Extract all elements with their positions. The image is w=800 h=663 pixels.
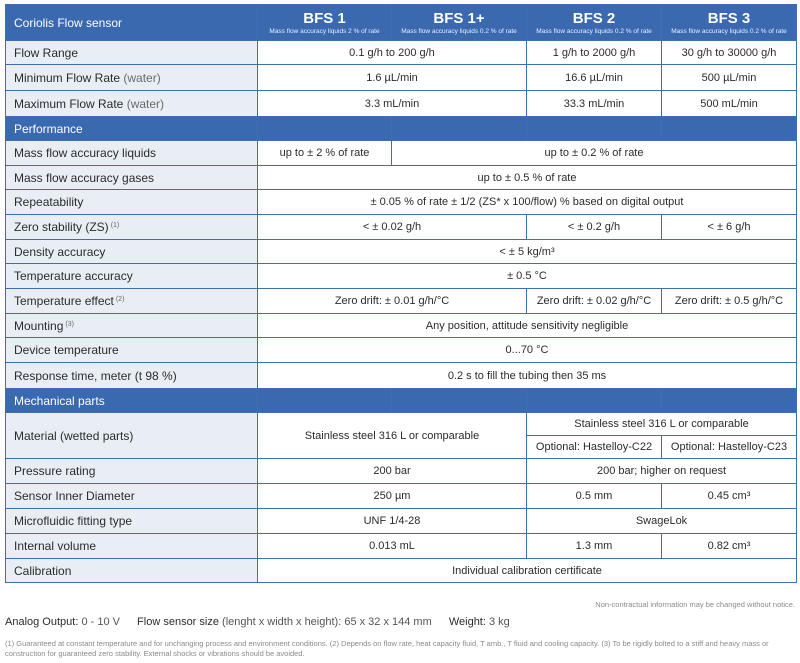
cell-value: Zero drift: ± 0.5 g/h/°C — [662, 289, 797, 314]
row-label: Density accuracy — [6, 240, 258, 264]
table-row — [6, 534, 797, 559]
model-bfs1 — [258, 5, 392, 41]
analog-label: Analog Output: — [5, 616, 79, 628]
cell-value: 0.2 s to fill the tubing then 35 ms — [258, 363, 797, 389]
cell-value: 500 µL/min — [662, 65, 797, 91]
row-label: Sensor Inner Diameter — [6, 484, 258, 509]
cell-value: 200 bar — [258, 459, 527, 484]
disclaimer: Non-contractual information may be changed without notice. — [595, 600, 795, 609]
cell-value: 16.6 µL/min — [527, 65, 662, 91]
cell-value: 0...70 °C — [258, 338, 797, 363]
table-row — [6, 338, 797, 363]
weight-value: 3 kg — [488, 616, 510, 628]
cell-value: < ± 5 kg/m³ — [258, 240, 797, 264]
size-label: Flow sensor size — [137, 616, 219, 628]
section-title: Performance — [6, 117, 258, 141]
cell-value: UNF 1/4-28 — [258, 509, 527, 534]
cell-value: 30 g/h to 30000 g/h — [662, 41, 797, 65]
footnotes: (1) Guaranteed at constant temperature and for unchanging process and environment conditions. (2) Depends on flow rate, heat capacity fluid, T amb., T fluid and cooling capacity. (3) To be rigidly bolted to a stiff and heavy mass or construction for guaranteed zero stability. External shocks or vibrations should be avoided. — [5, 639, 769, 658]
model-name: BFS 3 — [707, 9, 751, 27]
table-row — [6, 264, 797, 289]
cell-value: Optional: Hastelloy-C22 — [527, 436, 662, 459]
section-title: Mechanical parts — [6, 389, 258, 413]
table-row — [6, 65, 797, 91]
model-bfs3 — [662, 5, 797, 41]
cell-value: 1.3 mm — [527, 534, 662, 559]
cell-value: Stainless steel 316 L or comparable — [527, 413, 797, 436]
table-row — [6, 141, 797, 166]
specs-summary — [5, 616, 524, 628]
cell-value: ± 0.05 % of rate ± 1/2 (ZS* x 100/flow) % based on digital output — [258, 190, 797, 215]
row-label: Mounting $^{(3)}$ — [6, 314, 258, 338]
row-label: Maximum Flow Rate (water) — [6, 91, 258, 117]
cell-value: < ± 0.2 g/h — [527, 215, 662, 240]
weight-label: Weight: — [448, 616, 486, 628]
cell-value: up to ± 0.5 % of rate — [258, 166, 797, 190]
cell-value: 0.5 mm — [527, 484, 662, 509]
row-label: Pressure rating — [6, 459, 258, 484]
cell-value: Optional: Hastelloy-C23 — [662, 436, 797, 459]
model-bfs1plus — [392, 5, 527, 41]
row-label: Mass flow accuracy gases — [6, 166, 258, 190]
cell-value: 0.1 g/h to 200 g/h — [258, 41, 527, 65]
table-row — [6, 413, 797, 436]
row-label: Calibration — [6, 559, 258, 583]
spec-table — [5, 4, 797, 583]
row-label: Internal volume — [6, 534, 258, 559]
table-row — [6, 41, 797, 65]
model-subtitle: Mass flow accuracy liquids 0.2 % of rate — [401, 27, 517, 35]
table-row — [6, 166, 797, 190]
cell-value: 0.45 cm³ — [662, 484, 797, 509]
cell-value: 3.3 mL/min — [258, 91, 527, 117]
cell-value: 1 g/h to 2000 g/h — [527, 41, 662, 65]
table-row — [6, 484, 797, 509]
size-value: 65 x 32 x 144 mm — [344, 616, 432, 628]
row-label: Repeatability — [6, 190, 258, 215]
table-row — [6, 459, 797, 484]
table-row — [6, 314, 797, 338]
cell-value: Individual calibration certificate — [258, 559, 797, 583]
cell-value: 200 bar; higher on request — [527, 459, 797, 484]
model-name: BFS 1+ — [433, 9, 485, 27]
cell-value: Any position, attitude sensitivity negligible — [258, 314, 797, 338]
row-label: Device temperature — [6, 338, 258, 363]
section-mechanical — [6, 389, 797, 413]
model-bfs2 — [527, 5, 662, 41]
row-label: Temperature effect $^{(2)}$ — [6, 289, 258, 314]
cell-value: 1.6 µL/min — [258, 65, 527, 91]
cell-value: up to ± 0.2 % of rate — [392, 141, 797, 166]
model-name: BFS 2 — [572, 9, 616, 27]
row-label: Flow Range — [6, 41, 258, 65]
table-row — [6, 240, 797, 264]
analog-value: 0 - 10 V — [81, 616, 120, 628]
cell-value: 500 mL/min — [662, 91, 797, 117]
cell-value: 0.82 cm³ — [662, 534, 797, 559]
cell-value: Zero drift: ± 0.01 g/h/°C — [258, 289, 527, 314]
cell-value: 33.3 mL/min — [527, 91, 662, 117]
section-performance — [6, 117, 797, 141]
table-row — [6, 215, 797, 240]
cell-value: < ± 0.02 g/h — [258, 215, 527, 240]
row-label: Minimum Flow Rate (water) — [6, 65, 258, 91]
cell-value: SwageLok — [527, 509, 797, 534]
cell-value: up to ± 2 % of rate — [258, 141, 392, 166]
table-row — [6, 91, 797, 117]
row-label: Material (wetted parts) — [6, 413, 258, 459]
row-label: Mass flow accuracy liquids — [6, 141, 258, 166]
model-name: BFS 1 — [303, 9, 346, 27]
model-subtitle: Mass flow accuracy liquids 0.2 % of rate — [536, 27, 652, 35]
row-label: Zero stability (ZS) $^{(1)}$ — [6, 215, 258, 240]
table-row — [6, 190, 797, 215]
model-subtitle: Mass flow accuracy liquids 2 % of rate — [269, 27, 380, 35]
table-row — [6, 289, 797, 314]
cell-value: Zero drift: ± 0.02 g/h/°C — [527, 289, 662, 314]
header-row — [6, 5, 797, 41]
row-label: Microfluidic fitting type — [6, 509, 258, 534]
table-row — [6, 509, 797, 534]
cell-value: 250 µm — [258, 484, 527, 509]
row-label: Response time, meter (t 98 %) — [6, 363, 258, 389]
table-row — [6, 363, 797, 389]
row-label: Temperature accuracy — [6, 264, 258, 289]
size-hint: (lenght x width x height): — [222, 616, 342, 628]
cell-value: 0.013 mL — [258, 534, 527, 559]
table-title: Coriolis Flow sensor — [6, 5, 258, 41]
cell-value: Stainless steel 316 L or comparable — [258, 413, 527, 459]
cell-value: < ± 6 g/h — [662, 215, 797, 240]
model-subtitle: Mass flow accuracy liquids 0.2 % of rate — [671, 27, 787, 35]
cell-value: ± 0.5 °C — [258, 264, 797, 289]
table-row — [6, 559, 797, 583]
